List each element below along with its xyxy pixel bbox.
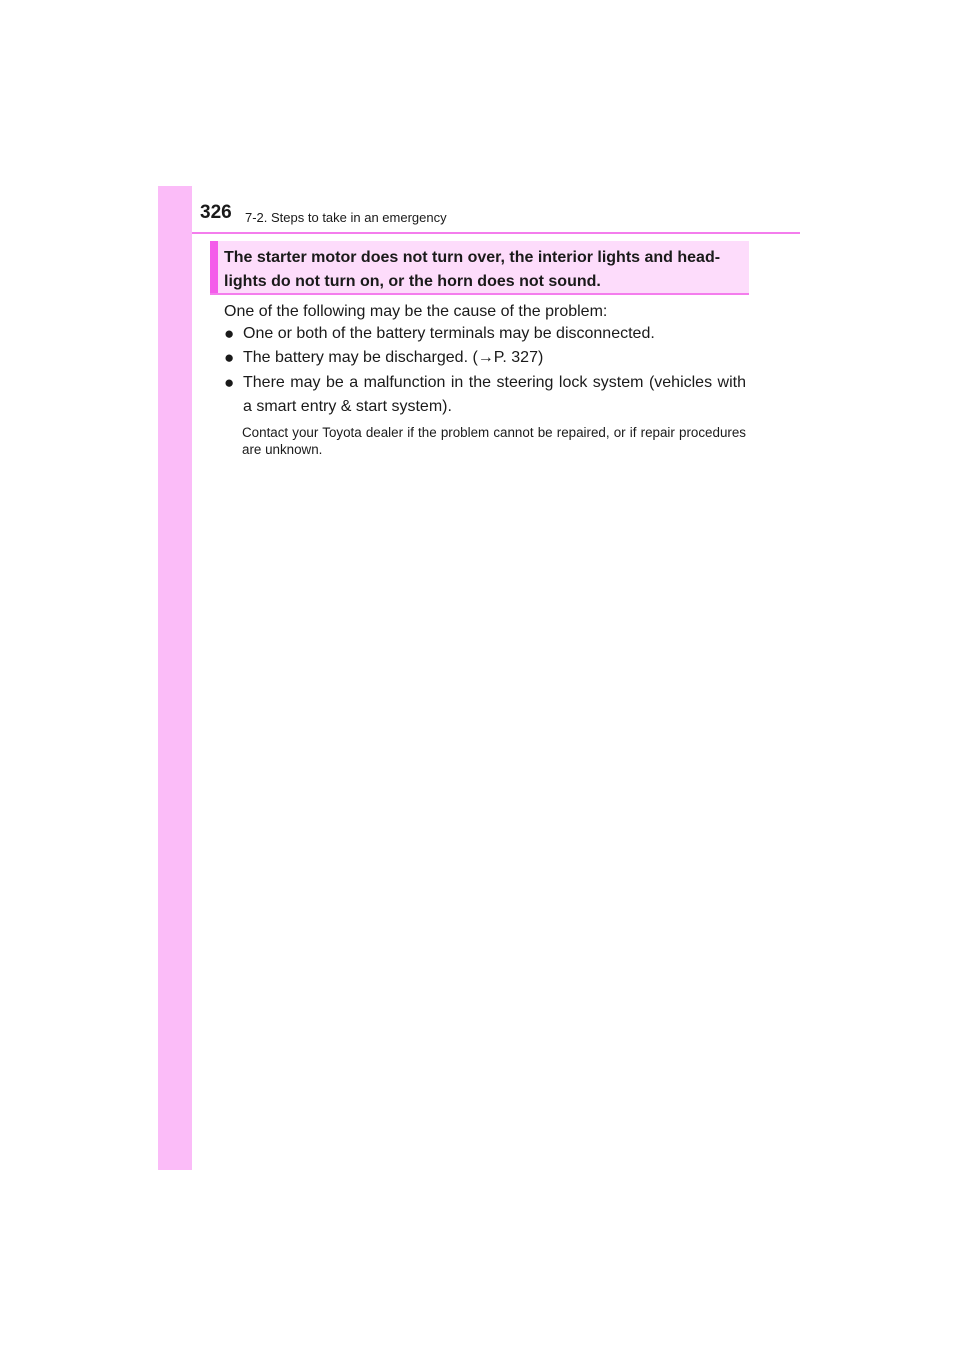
list-item (224, 371, 746, 419)
bullet-icon: ● (224, 324, 235, 343)
heading-accent-bar (210, 241, 218, 293)
list-item (224, 346, 746, 370)
bullet-icon: ● (224, 373, 235, 392)
bullet-icon: ● (224, 348, 235, 367)
section-title: 7-2. Steps to take in an emergency (245, 210, 447, 225)
subsection-heading (210, 241, 749, 295)
list-item-text: There may be a malfunction in the steering lock system (vehicles with a smart entry & start system). (243, 374, 746, 415)
intro-text: One of the following may be the cause of the problem: (224, 303, 608, 320)
header-rule (192, 232, 800, 234)
heading-line-1: The starter motor does not turn over, the interior lights and head- (224, 249, 721, 266)
list-item-text: One or both of the battery terminals may be disconnected. (243, 325, 655, 342)
side-color-band (158, 186, 192, 1170)
heading-line-2: lights do not turn on, or the horn does not sound. (224, 273, 601, 290)
list-item-text: The battery may be discharged. (→P. 327) (243, 349, 544, 366)
page-number: 326 (200, 202, 232, 223)
note-text: Contact your Toyota dealer if the problem cannot be repaired, or if repair procedures are unknown. (242, 425, 746, 457)
heading-text (224, 246, 746, 294)
list-item (224, 322, 746, 346)
